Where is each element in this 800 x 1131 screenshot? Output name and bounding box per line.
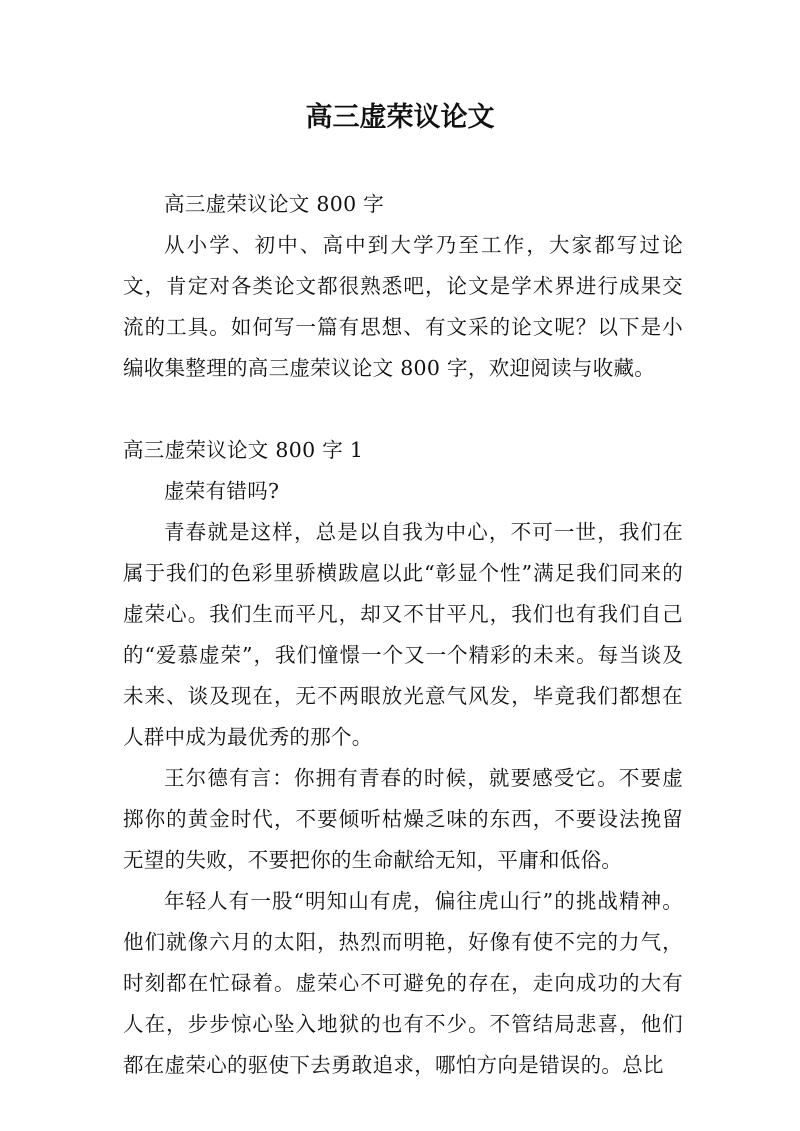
essay-title: 虚荣有错吗?: [164, 479, 280, 503]
document-body: [123, 184, 683, 1086]
intro-paragraph: 从小学、初中、高中到大学乃至工作，大家都写过论文，肯定对各类论文都很熟悉吧，论文是学术界进行成果交流的工具。如何写一篇有思想、有文采的论文呢？以下是小编收集整理的高三虚荣议论文 800 字，欢迎阅读与收藏。: [123, 233, 683, 380]
paragraph-spacer: [123, 389, 683, 430]
intro-heading: 高三虚荣议论文 800 字: [164, 192, 385, 216]
essay-paragraph-1: 青春就是这样，总是以自我为中心，不可一世，我们在属于我们的色彩里骄横跋扈以此“彰显个性”满足我们同来的虚荣心。我们生而平凡，却又不甘平凡，我们也有我们自己的“爱慕虚荣”，我们憧憬一个又一个精彩的未来。每当谈及未来、谈及现在，无不两眼放光意气风发，毕竟我们都想在人群中成为最优秀的那个。: [123, 520, 683, 749]
essay-paragraph-3: 年轻人有一股“明知山有虎，偏往虎山行”的挑战精神。他们就像六月的太阳，热烈而明艳，好像有使不完的力气，时刻都在忙碌着。虚荣心不可避免的存在，走向成功的大有人在，步步惊心坠入地狱的也有不少。不管结局悲喜，他们都在虚荣心的驱使下去勇敢追求，哪怕方向是错误的。总比: [123, 889, 683, 1077]
essay-paragraph-2: 王尔德有言：你拥有青春的时候，就要感受它。不要虚掷你的黄金时代，不要倾听枯燥乏味的东西，不要设法挽留无望的失败，不要把你的生命献给无知，平庸和低俗。: [123, 766, 683, 872]
document-title: 高三虚荣议论文: [305, 102, 495, 133]
section-heading: 高三虚荣议论文 800 字 1: [123, 438, 364, 462]
